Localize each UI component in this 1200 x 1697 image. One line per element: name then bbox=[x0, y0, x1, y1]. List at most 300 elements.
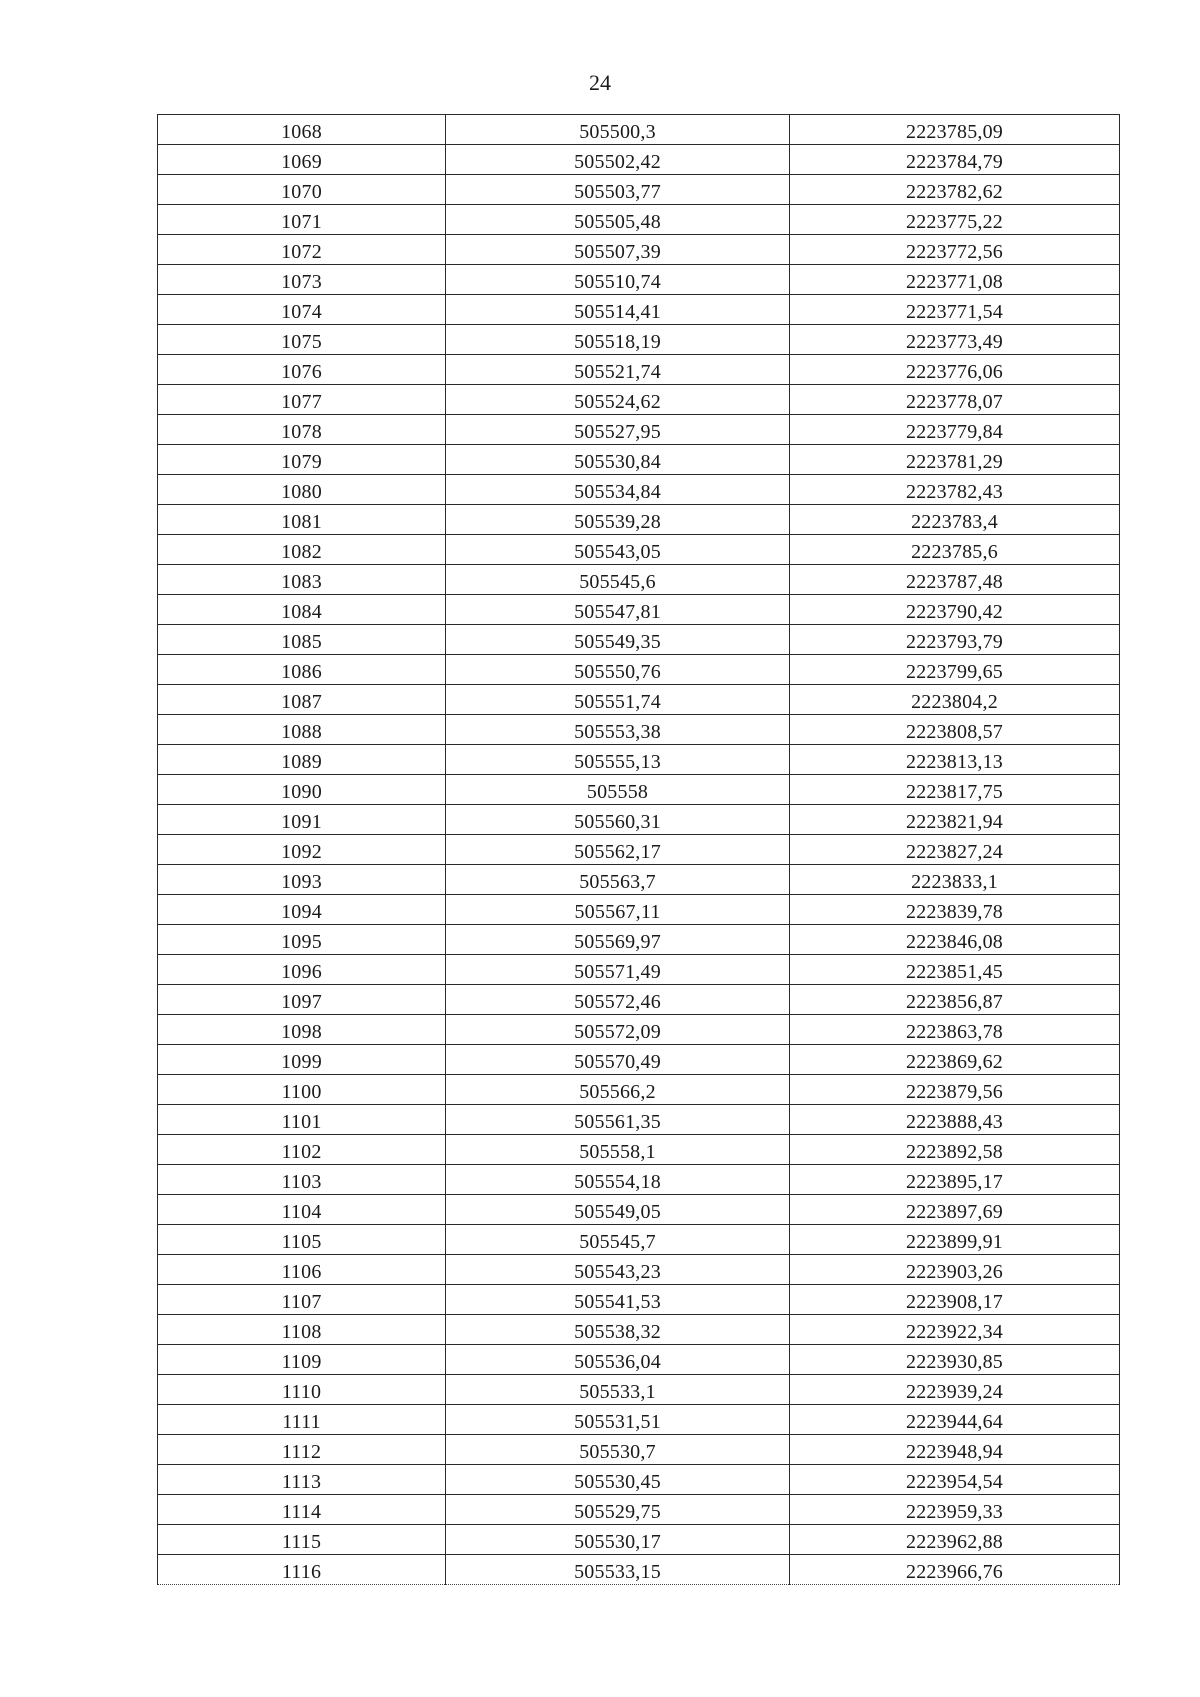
x-coordinate-cell bbox=[446, 685, 790, 715]
y-coordinate-cell bbox=[790, 715, 1120, 745]
y-coordinate-cell bbox=[790, 925, 1120, 955]
cell-text: 1101 bbox=[281, 1111, 322, 1133]
x-coordinate-cell bbox=[446, 115, 790, 145]
cell-text: 505562,17 bbox=[574, 841, 661, 863]
table-row bbox=[158, 985, 1120, 1015]
cell-text: 2223846,08 bbox=[906, 931, 1003, 953]
point-number-cell bbox=[158, 535, 446, 565]
table-row bbox=[158, 1045, 1120, 1075]
x-coordinate-cell bbox=[446, 895, 790, 925]
y-coordinate-cell bbox=[790, 1135, 1120, 1165]
cell-text: 505561,35 bbox=[574, 1111, 661, 1133]
cell-text: 2223773,49 bbox=[906, 331, 1003, 353]
x-coordinate-cell bbox=[446, 925, 790, 955]
cell-text: 2223776,06 bbox=[906, 361, 1003, 383]
table-row bbox=[158, 595, 1120, 625]
table-row bbox=[158, 1555, 1120, 1585]
table-row bbox=[158, 475, 1120, 505]
cell-text: 1089 bbox=[281, 751, 322, 773]
y-coordinate-cell bbox=[790, 1195, 1120, 1225]
cell-text: 2223790,42 bbox=[906, 601, 1003, 623]
cell-text: 505538,32 bbox=[574, 1321, 661, 1343]
table-row bbox=[158, 265, 1120, 295]
y-coordinate-cell bbox=[790, 235, 1120, 265]
x-coordinate-cell bbox=[446, 1465, 790, 1495]
cell-text: 2223833,1 bbox=[911, 871, 998, 893]
point-number-cell bbox=[158, 775, 446, 805]
y-coordinate-cell bbox=[790, 685, 1120, 715]
cell-text: 2223908,17 bbox=[906, 1291, 1003, 1313]
cell-text: 2223817,75 bbox=[906, 781, 1003, 803]
table-row bbox=[158, 385, 1120, 415]
cell-text: 1112 bbox=[281, 1441, 322, 1463]
cell-text: 505530,17 bbox=[574, 1531, 661, 1553]
cell-text: 2223897,69 bbox=[906, 1201, 1003, 1223]
coordinates-table bbox=[157, 114, 1120, 1585]
y-coordinate-cell bbox=[790, 1225, 1120, 1255]
x-coordinate-cell bbox=[446, 655, 790, 685]
cell-text: 2223808,57 bbox=[906, 721, 1003, 743]
x-coordinate-cell bbox=[446, 235, 790, 265]
cell-text: 2223895,17 bbox=[906, 1171, 1003, 1193]
point-number-cell bbox=[158, 295, 446, 325]
table-row bbox=[158, 415, 1120, 445]
point-number-cell bbox=[158, 475, 446, 505]
cell-text: 1108 bbox=[281, 1321, 322, 1343]
cell-text: 2223863,78 bbox=[906, 1021, 1003, 1043]
cell-text: 1070 bbox=[281, 181, 322, 203]
cell-text: 1077 bbox=[281, 391, 322, 413]
table-row bbox=[158, 355, 1120, 385]
table-row bbox=[158, 205, 1120, 235]
point-number-cell bbox=[158, 1195, 446, 1225]
cell-text: 2223954,54 bbox=[906, 1471, 1003, 1493]
cell-text: 1084 bbox=[281, 601, 322, 623]
point-number-cell bbox=[158, 355, 446, 385]
cell-text: 1088 bbox=[281, 721, 322, 743]
table-row bbox=[158, 865, 1120, 895]
cell-text: 2223785,09 bbox=[906, 121, 1003, 143]
cell-text: 1096 bbox=[281, 961, 322, 983]
y-coordinate-cell bbox=[790, 1375, 1120, 1405]
cell-text: 2223781,29 bbox=[906, 451, 1003, 473]
cell-text: 505549,05 bbox=[574, 1201, 661, 1223]
point-number-cell bbox=[158, 1375, 446, 1405]
table-row bbox=[158, 955, 1120, 985]
x-coordinate-cell bbox=[446, 1315, 790, 1345]
table-row bbox=[158, 565, 1120, 595]
y-coordinate-cell bbox=[790, 1255, 1120, 1285]
table-row bbox=[158, 805, 1120, 835]
cell-text: 2223787,48 bbox=[906, 571, 1003, 593]
point-number-cell bbox=[158, 565, 446, 595]
table-row bbox=[158, 1075, 1120, 1105]
table-row bbox=[158, 1375, 1120, 1405]
x-coordinate-cell bbox=[446, 775, 790, 805]
cell-text: 505567,11 bbox=[574, 901, 661, 923]
point-number-cell bbox=[158, 1105, 446, 1135]
point-number-cell bbox=[158, 745, 446, 775]
cell-text: 505530,84 bbox=[574, 451, 661, 473]
point-number-cell bbox=[158, 1255, 446, 1285]
cell-text: 1078 bbox=[281, 421, 322, 443]
table-row bbox=[158, 685, 1120, 715]
x-coordinate-cell bbox=[446, 205, 790, 235]
point-number-cell bbox=[158, 1345, 446, 1375]
table-row bbox=[158, 175, 1120, 205]
cell-text: 1099 bbox=[281, 1051, 322, 1073]
cell-text: 2223899,91 bbox=[906, 1231, 1003, 1253]
x-coordinate-cell bbox=[446, 1225, 790, 1255]
point-number-cell bbox=[158, 1435, 446, 1465]
point-number-cell bbox=[158, 175, 446, 205]
cell-text: 1076 bbox=[281, 361, 322, 383]
point-number-cell bbox=[158, 1165, 446, 1195]
cell-text: 2223782,43 bbox=[906, 481, 1003, 503]
cell-text: 505545,7 bbox=[579, 1231, 656, 1253]
point-number-cell bbox=[158, 595, 446, 625]
y-coordinate-cell bbox=[790, 385, 1120, 415]
cell-text: 505543,05 bbox=[574, 541, 661, 563]
point-number-cell bbox=[158, 1225, 446, 1255]
cell-text: 505550,76 bbox=[574, 661, 661, 683]
point-number-cell bbox=[158, 265, 446, 295]
y-coordinate-cell bbox=[790, 1465, 1120, 1495]
x-coordinate-cell bbox=[446, 565, 790, 595]
cell-text: 505569,97 bbox=[574, 931, 661, 953]
cell-text: 2223869,62 bbox=[906, 1051, 1003, 1073]
y-coordinate-cell bbox=[790, 955, 1120, 985]
cell-text: 505527,95 bbox=[574, 421, 661, 443]
coordinates-table-container bbox=[157, 114, 1119, 1585]
x-coordinate-cell bbox=[446, 445, 790, 475]
table-row bbox=[158, 1225, 1120, 1255]
y-coordinate-cell bbox=[790, 745, 1120, 775]
cell-text: 2223821,94 bbox=[906, 811, 1003, 833]
cell-text: 505539,28 bbox=[574, 511, 661, 533]
point-number-cell bbox=[158, 1015, 446, 1045]
table-row bbox=[158, 295, 1120, 325]
point-number-cell bbox=[158, 685, 446, 715]
point-number-cell bbox=[158, 895, 446, 925]
y-coordinate-cell bbox=[790, 1495, 1120, 1525]
x-coordinate-cell bbox=[446, 145, 790, 175]
x-coordinate-cell bbox=[446, 1255, 790, 1285]
y-coordinate-cell bbox=[790, 505, 1120, 535]
cell-text: 1114 bbox=[281, 1501, 322, 1523]
x-coordinate-cell bbox=[446, 535, 790, 565]
x-coordinate-cell bbox=[446, 595, 790, 625]
cell-text: 505536,04 bbox=[574, 1351, 661, 1373]
cell-text: 2223851,45 bbox=[906, 961, 1003, 983]
x-coordinate-cell bbox=[446, 1525, 790, 1555]
cell-text: 1073 bbox=[281, 271, 322, 293]
cell-text: 1097 bbox=[281, 991, 322, 1013]
point-number-cell bbox=[158, 625, 446, 655]
y-coordinate-cell bbox=[790, 145, 1120, 175]
cell-text: 2223856,87 bbox=[906, 991, 1003, 1013]
cell-text: 505545,6 bbox=[579, 571, 656, 593]
cell-text: 1102 bbox=[281, 1141, 322, 1163]
cell-text: 1079 bbox=[281, 451, 322, 473]
table-row bbox=[158, 325, 1120, 355]
cell-text: 505531,51 bbox=[574, 1411, 661, 1433]
cell-text: 505521,74 bbox=[574, 361, 661, 383]
point-number-cell bbox=[158, 1135, 446, 1165]
cell-text: 1075 bbox=[281, 331, 322, 353]
cell-text: 2223944,64 bbox=[906, 1411, 1003, 1433]
cell-text: 2223778,07 bbox=[906, 391, 1003, 413]
page-number: 24 bbox=[589, 70, 611, 95]
cell-text: 505503,77 bbox=[574, 181, 661, 203]
cell-text: 505533,1 bbox=[579, 1381, 656, 1403]
y-coordinate-cell bbox=[790, 835, 1120, 865]
y-coordinate-cell bbox=[790, 205, 1120, 235]
y-coordinate-cell bbox=[790, 1435, 1120, 1465]
point-number-cell bbox=[158, 1405, 446, 1435]
cell-text: 2223813,13 bbox=[906, 751, 1003, 773]
table-row bbox=[158, 775, 1120, 805]
point-number-cell bbox=[158, 805, 446, 835]
cell-text: 505570,49 bbox=[574, 1051, 661, 1073]
point-number-cell bbox=[158, 985, 446, 1015]
x-coordinate-cell bbox=[446, 1435, 790, 1465]
x-coordinate-cell bbox=[446, 1195, 790, 1225]
y-coordinate-cell bbox=[790, 415, 1120, 445]
point-number-cell bbox=[158, 1285, 446, 1315]
point-number-cell bbox=[158, 1045, 446, 1075]
table-row bbox=[158, 655, 1120, 685]
y-coordinate-cell bbox=[790, 325, 1120, 355]
cell-text: 2223903,26 bbox=[906, 1261, 1003, 1283]
cell-text: 1074 bbox=[281, 301, 322, 323]
cell-text: 505553,38 bbox=[574, 721, 661, 743]
cell-text: 1081 bbox=[281, 511, 322, 533]
point-number-cell bbox=[158, 115, 446, 145]
table-row bbox=[158, 145, 1120, 175]
cell-text: 1071 bbox=[281, 211, 322, 233]
cell-text: 505534,84 bbox=[574, 481, 661, 503]
x-coordinate-cell bbox=[446, 355, 790, 385]
cell-text: 505530,45 bbox=[574, 1471, 661, 1493]
point-number-cell bbox=[158, 655, 446, 685]
coordinates-table-body bbox=[158, 115, 1120, 1585]
cell-text: 2223827,24 bbox=[906, 841, 1003, 863]
cell-text: 2223783,4 bbox=[911, 511, 998, 533]
point-number-cell bbox=[158, 925, 446, 955]
point-number-cell bbox=[158, 1495, 446, 1525]
table-row bbox=[158, 1345, 1120, 1375]
cell-text: 1086 bbox=[281, 661, 322, 683]
cell-text: 505500,3 bbox=[579, 121, 656, 143]
table-row bbox=[158, 745, 1120, 775]
x-coordinate-cell bbox=[446, 1495, 790, 1525]
y-coordinate-cell bbox=[790, 1285, 1120, 1315]
cell-text: 505566,2 bbox=[579, 1081, 656, 1103]
table-row bbox=[158, 505, 1120, 535]
cell-text: 1087 bbox=[281, 691, 322, 713]
x-coordinate-cell bbox=[446, 955, 790, 985]
y-coordinate-cell bbox=[790, 1345, 1120, 1375]
table-row bbox=[158, 1015, 1120, 1045]
table-row bbox=[158, 835, 1120, 865]
x-coordinate-cell bbox=[446, 385, 790, 415]
cell-text: 1090 bbox=[281, 781, 322, 803]
x-coordinate-cell bbox=[446, 745, 790, 775]
cell-text: 1069 bbox=[281, 151, 322, 173]
cell-text: 2223782,62 bbox=[906, 181, 1003, 203]
x-coordinate-cell bbox=[446, 1345, 790, 1375]
y-coordinate-cell bbox=[790, 445, 1120, 475]
cell-text: 2223775,22 bbox=[906, 211, 1003, 233]
y-coordinate-cell bbox=[790, 655, 1120, 685]
y-coordinate-cell bbox=[790, 565, 1120, 595]
point-number-cell bbox=[158, 1075, 446, 1105]
x-coordinate-cell bbox=[446, 1075, 790, 1105]
y-coordinate-cell bbox=[790, 775, 1120, 805]
cell-text: 2223888,43 bbox=[906, 1111, 1003, 1133]
x-coordinate-cell bbox=[446, 985, 790, 1015]
point-number-cell bbox=[158, 205, 446, 235]
x-coordinate-cell bbox=[446, 475, 790, 505]
cell-text: 1103 bbox=[281, 1171, 322, 1193]
cell-text: 1106 bbox=[281, 1261, 322, 1283]
y-coordinate-cell bbox=[790, 1405, 1120, 1435]
cell-text: 505560,31 bbox=[574, 811, 661, 833]
point-number-cell bbox=[158, 385, 446, 415]
x-coordinate-cell bbox=[446, 295, 790, 325]
table-row bbox=[158, 1105, 1120, 1135]
point-number-cell bbox=[158, 1525, 446, 1555]
x-coordinate-cell bbox=[446, 1015, 790, 1045]
point-number-cell bbox=[158, 865, 446, 895]
table-row bbox=[158, 445, 1120, 475]
point-number-cell bbox=[158, 235, 446, 265]
x-coordinate-cell bbox=[446, 1135, 790, 1165]
cell-text: 1098 bbox=[281, 1021, 322, 1043]
cell-text: 2223771,08 bbox=[906, 271, 1003, 293]
y-coordinate-cell bbox=[790, 1105, 1120, 1135]
cell-text: 2223962,88 bbox=[906, 1531, 1003, 1553]
cell-text: 1093 bbox=[281, 871, 322, 893]
x-coordinate-cell bbox=[446, 805, 790, 835]
point-number-cell bbox=[158, 325, 446, 355]
cell-text: 1104 bbox=[281, 1201, 322, 1223]
point-number-cell bbox=[158, 715, 446, 745]
table-row bbox=[158, 1525, 1120, 1555]
y-coordinate-cell bbox=[790, 595, 1120, 625]
y-coordinate-cell bbox=[790, 475, 1120, 505]
cell-text: 1091 bbox=[281, 811, 322, 833]
table-row bbox=[158, 625, 1120, 655]
y-coordinate-cell bbox=[790, 985, 1120, 1015]
cell-text: 1107 bbox=[281, 1291, 322, 1313]
y-coordinate-cell bbox=[790, 115, 1120, 145]
x-coordinate-cell bbox=[446, 625, 790, 655]
cell-text: 505524,62 bbox=[574, 391, 661, 413]
cell-text: 505510,74 bbox=[574, 271, 661, 293]
cell-text: 505549,35 bbox=[574, 631, 661, 653]
cell-text: 2223966,76 bbox=[906, 1561, 1003, 1583]
x-coordinate-cell bbox=[446, 1405, 790, 1435]
cell-text: 1116 bbox=[281, 1561, 322, 1583]
cell-text: 505555,13 bbox=[574, 751, 661, 773]
x-coordinate-cell bbox=[446, 505, 790, 535]
cell-text: 505530,7 bbox=[579, 1441, 656, 1463]
y-coordinate-cell bbox=[790, 895, 1120, 925]
cell-text: 1092 bbox=[281, 841, 322, 863]
x-coordinate-cell bbox=[446, 175, 790, 205]
point-number-cell bbox=[158, 1465, 446, 1495]
table-row bbox=[158, 1135, 1120, 1165]
cell-text: 1110 bbox=[281, 1381, 322, 1403]
y-coordinate-cell bbox=[790, 1165, 1120, 1195]
cell-text: 1100 bbox=[281, 1081, 322, 1103]
cell-text: 1080 bbox=[281, 481, 322, 503]
x-coordinate-cell bbox=[446, 865, 790, 895]
y-coordinate-cell bbox=[790, 175, 1120, 205]
cell-text: 505518,19 bbox=[574, 331, 661, 353]
point-number-cell bbox=[158, 145, 446, 175]
table-row bbox=[158, 1285, 1120, 1315]
y-coordinate-cell bbox=[790, 1075, 1120, 1105]
point-number-cell bbox=[158, 445, 446, 475]
cell-text: 1111 bbox=[282, 1411, 321, 1433]
cell-text: 2223793,79 bbox=[906, 631, 1003, 653]
point-number-cell bbox=[158, 1555, 446, 1585]
y-coordinate-cell bbox=[790, 355, 1120, 385]
point-number-cell bbox=[158, 955, 446, 985]
cell-text: 1085 bbox=[281, 631, 322, 653]
y-coordinate-cell bbox=[790, 865, 1120, 895]
x-coordinate-cell bbox=[446, 265, 790, 295]
table-row bbox=[158, 1495, 1120, 1525]
cell-text: 2223785,6 bbox=[911, 541, 998, 563]
cell-text: 505529,75 bbox=[574, 1501, 661, 1523]
cell-text: 505533,15 bbox=[574, 1561, 661, 1583]
cell-text: 505543,23 bbox=[574, 1261, 661, 1283]
cell-text: 505514,41 bbox=[574, 301, 661, 323]
cell-text: 2223930,85 bbox=[906, 1351, 1003, 1373]
cell-text: 2223779,84 bbox=[906, 421, 1003, 443]
cell-text: 1068 bbox=[281, 121, 322, 143]
cell-text: 505572,46 bbox=[574, 991, 661, 1013]
table-row bbox=[158, 235, 1120, 265]
cell-text: 2223948,94 bbox=[906, 1441, 1003, 1463]
x-coordinate-cell bbox=[446, 1105, 790, 1135]
cell-text: 505563,7 bbox=[579, 871, 656, 893]
x-coordinate-cell bbox=[446, 1375, 790, 1405]
cell-text: 2223892,58 bbox=[906, 1141, 1003, 1163]
cell-text: 1072 bbox=[281, 241, 322, 263]
y-coordinate-cell bbox=[790, 625, 1120, 655]
x-coordinate-cell bbox=[446, 325, 790, 355]
cell-text: 505541,53 bbox=[574, 1291, 661, 1313]
table-row bbox=[158, 1435, 1120, 1465]
table-row bbox=[158, 1465, 1120, 1495]
y-coordinate-cell bbox=[790, 1525, 1120, 1555]
cell-text: 1109 bbox=[281, 1351, 322, 1373]
cell-text: 2223939,24 bbox=[906, 1381, 1003, 1403]
cell-text: 505558 bbox=[586, 781, 649, 803]
cell-text: 2223879,56 bbox=[906, 1081, 1003, 1103]
y-coordinate-cell bbox=[790, 295, 1120, 325]
cell-text: 1095 bbox=[281, 931, 322, 953]
y-coordinate-cell bbox=[790, 1555, 1120, 1585]
table-row bbox=[158, 1255, 1120, 1285]
point-number-cell bbox=[158, 835, 446, 865]
cell-text: 1115 bbox=[281, 1531, 322, 1553]
